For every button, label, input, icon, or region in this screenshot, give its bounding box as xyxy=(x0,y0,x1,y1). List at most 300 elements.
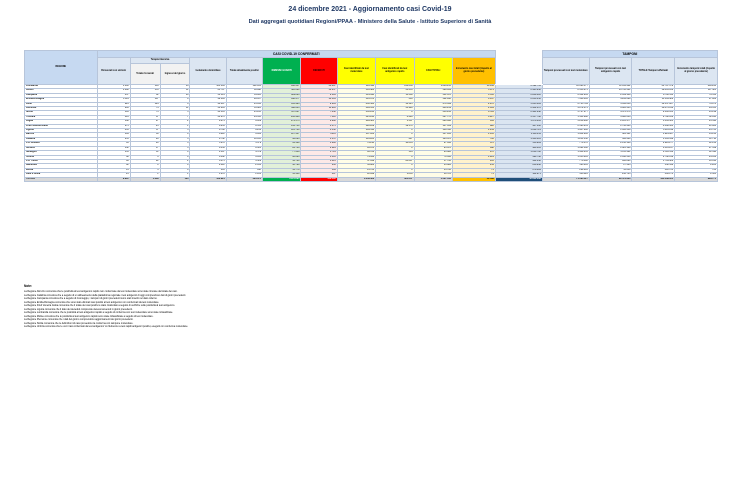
header-casi-antigenico: Casi identificati da test antigenico rapido xyxy=(376,58,414,85)
table-cell: 444.259 xyxy=(414,107,452,111)
table-cell: 23.747.379 xyxy=(632,85,675,89)
table-cell: 6 xyxy=(160,102,190,106)
table-cell: 3.557.768 xyxy=(495,115,542,119)
table-cell: 3.563 xyxy=(452,93,495,97)
table-cell: 1.048.255 xyxy=(414,85,452,89)
header-tamponi-molecolare: Tamponi processati con test molecolare xyxy=(542,58,589,85)
table-cell: 5.278 xyxy=(190,142,226,146)
table-cell: 153 xyxy=(130,89,160,93)
region-name-cell: Molise xyxy=(25,168,98,172)
note-line: La Regione Calabria comunica che a seguito di un allineamento della piattaforma regionale i test antigenici di oggi comprendono dati di giorni precedenti. xyxy=(24,293,187,297)
region-name-cell: Lazio xyxy=(25,102,98,106)
region-name-cell: Piemonte xyxy=(25,107,98,111)
table-cell: 6.834 xyxy=(226,133,262,137)
table-cell: 1.229 xyxy=(452,155,495,159)
table-cell: 65.747 xyxy=(190,89,226,93)
table-cell: 518 xyxy=(376,98,414,102)
table-cell: 83.782 xyxy=(337,151,375,155)
table-cell: 12.257 xyxy=(301,89,337,93)
table-cell: 321.246 xyxy=(337,115,375,119)
note-line: La Regione Umbria comunica che le voci 'casi confermati da test antigenico' si riferiscono a test rapidi antigenici positivi, eseguiti con conferma molecolare. xyxy=(24,325,189,328)
table-cell: 531.478 xyxy=(414,93,452,97)
table-cell: 520.684 xyxy=(262,89,300,93)
table-cell: 6.594.741 xyxy=(495,85,542,89)
table-cell: 490.742 xyxy=(495,155,542,159)
table-cell: 447 xyxy=(376,137,414,141)
table-cell: 96 xyxy=(97,159,130,163)
table-cell: 1.315.685 xyxy=(542,155,589,159)
header-guariti: DIMESSI/ GUARITI xyxy=(262,58,300,85)
table-cell: 23.870 xyxy=(190,115,226,119)
table-cell: 11 xyxy=(160,107,190,111)
table-cell: 74 xyxy=(130,107,160,111)
region-name-cell: Puglia xyxy=(25,120,98,124)
table-cell: 1.296 xyxy=(301,142,337,146)
table-cell: 3.471 xyxy=(190,159,226,163)
table-cell: 444.358 xyxy=(495,159,542,163)
region-name-cell: Basilicata xyxy=(25,164,98,168)
table-cell: 45.548 xyxy=(675,120,718,124)
table-cell: 2.123.477 xyxy=(589,120,632,124)
table-cell: 107 xyxy=(130,98,160,102)
table-cell: 8.760 xyxy=(190,129,226,133)
header-casi-molecolare: Casi identificati da test molecolare xyxy=(337,58,375,85)
table-cell: 8.792.032 xyxy=(632,115,675,119)
table-cell: 147.439 xyxy=(414,124,452,128)
total-cell: 62.573.224 xyxy=(589,177,632,181)
total-cell: 450.824 xyxy=(190,177,226,181)
table-cell: 6.612 xyxy=(190,133,226,137)
page-title: 24 dicembre 2021 - Aggiornamento casi Covid-19 xyxy=(288,6,452,13)
table-cell: 396.645 xyxy=(262,107,300,111)
region-name-cell: Campania xyxy=(25,93,98,97)
table-cell: 33.514 xyxy=(190,93,226,97)
table-cell: 17 xyxy=(130,146,160,150)
table-cell: 74 xyxy=(452,173,495,177)
table-cell: 1 xyxy=(130,173,160,177)
table-cell: 0 xyxy=(160,155,190,159)
table-cell: 136.659 xyxy=(376,85,414,89)
total-cell: 103 xyxy=(160,177,190,181)
table-cell: 8.305 xyxy=(226,146,262,150)
table-cell: 2.478 xyxy=(452,102,495,106)
table-cell: 1.463.359 xyxy=(589,129,632,133)
table-cell: 4.558 xyxy=(301,129,337,133)
table-cell: 104.971 xyxy=(495,173,542,177)
table-cell: 1.691.108 xyxy=(542,146,589,150)
table-cell: 34.003 xyxy=(226,93,262,97)
table-cell: 350.234 xyxy=(337,111,375,115)
table-cell: 2.921.648 xyxy=(495,111,542,115)
table-cell: 2.619.149 xyxy=(589,93,632,97)
table-cell: 1.836 xyxy=(376,173,414,177)
region-name-cell: Marche xyxy=(25,133,98,137)
table-cell: 101.383 xyxy=(190,85,226,89)
table-cell: 5.379 xyxy=(226,142,262,146)
table-cell: 36.453 xyxy=(376,89,414,93)
table-cell: 49.657 xyxy=(226,98,262,102)
table-cell: 2.629 xyxy=(301,146,337,150)
table-cell: 1.459 xyxy=(452,129,495,133)
region-name-cell: Veneto xyxy=(25,89,98,93)
note-line: La Regione Campania comunica che a seguito di riconteggio, i tamponi di giorni precedenti sono stati inseriti nel dato odierno. xyxy=(24,297,158,300)
table-cell: 823 xyxy=(97,102,130,106)
table-cell: 906 xyxy=(97,107,130,111)
table-cell: 12.337.807 xyxy=(632,102,675,106)
table-cell: 11.991 xyxy=(301,107,337,111)
table-cell: 137.182 xyxy=(414,133,452,137)
table-cell: 18.634 xyxy=(376,142,414,146)
table-cell: 2.595.231 xyxy=(542,124,589,128)
table-cell: 14.779 xyxy=(262,168,300,172)
table-cell: 10.616 xyxy=(675,159,718,163)
total-cell: 8.812 xyxy=(97,177,130,181)
table-cell: 32 xyxy=(130,93,160,97)
region-name-cell: Liguria xyxy=(25,129,98,133)
table-cell: 14.104 xyxy=(301,98,337,102)
table-cell: 3 xyxy=(160,146,190,150)
table-cell: 1.400 xyxy=(97,85,130,89)
table-cell: 317.667 xyxy=(262,111,300,115)
table-cell: 278.489 xyxy=(495,168,542,172)
table-cell: 1.764.386 xyxy=(632,159,675,163)
table-cell: 2.926.277 xyxy=(632,142,675,146)
table-cell: 418 xyxy=(226,168,262,172)
table-cell: 2.585.116 xyxy=(632,151,675,155)
table-cell: 2 xyxy=(160,120,190,124)
table-cell: 2.156.109 xyxy=(589,142,632,146)
table-cell: 327.770 xyxy=(414,115,452,119)
table-cell: 980.403 xyxy=(495,146,542,150)
table-cell: 0 xyxy=(160,168,190,172)
table-cell: 134.714 xyxy=(262,124,300,128)
table-cell: 139.516 xyxy=(337,129,375,133)
table-cell: 20.607 xyxy=(376,159,414,163)
table-cell: 470.649 xyxy=(414,102,452,106)
table-cell: 8.136.675 xyxy=(542,89,589,93)
table-cell: 2.425.238 xyxy=(495,89,542,93)
table-cell: 16 xyxy=(160,85,190,89)
table-cell: 34.467 xyxy=(301,85,337,89)
table-cell: 92.083 xyxy=(262,137,300,141)
table-cell: 104 xyxy=(376,151,414,155)
table-cell: 117.520 xyxy=(675,89,718,93)
table-cell: 3.316.237 xyxy=(632,146,675,150)
total-cell: 5.567.644 xyxy=(414,177,452,181)
table-cell: 2.303 xyxy=(675,173,718,177)
table-cell: 131 xyxy=(97,151,130,155)
table-cell: 6.803.343 xyxy=(589,107,632,111)
table-cell: 74 xyxy=(452,168,495,172)
table-cell: 519.690 xyxy=(337,93,375,97)
total-cell: 40.062.688 xyxy=(495,177,542,181)
table-cell: 389.351 xyxy=(337,107,375,111)
total-cell: 321.057 xyxy=(376,177,414,181)
table-cell: 1.625.129 xyxy=(589,146,632,150)
region-name-cell: Lombardia xyxy=(25,85,98,89)
table-cell: 163 xyxy=(130,85,160,89)
table-cell: 770.178 xyxy=(542,142,589,146)
table-cell: 66.998 xyxy=(226,89,262,93)
total-cell: 1.038 xyxy=(130,177,160,181)
table-cell: 4 xyxy=(160,133,190,137)
notes-list xyxy=(24,290,714,329)
table-cell: 2.056.352 xyxy=(495,98,542,102)
table-cell: 25 xyxy=(97,173,130,177)
table-cell: 47.902 xyxy=(675,98,718,102)
table-cell: 12.849 xyxy=(337,173,375,177)
table-cell: 1.116.454 xyxy=(495,133,542,137)
table-cell: 4.729 xyxy=(226,151,262,155)
header-ti-ingressi: Ingressi del giorno xyxy=(160,64,190,85)
table-cell: 1.676.463 xyxy=(495,120,542,124)
header-group-casi: CASI COVID-19 CONFERMATI xyxy=(97,51,495,58)
table-cell: 5 xyxy=(160,111,190,115)
table-cell: 1.078 xyxy=(190,173,226,177)
region-name-cell: Abruzzo xyxy=(25,146,98,150)
table-cell: 1.413 xyxy=(301,159,337,163)
table-cell: 0 xyxy=(130,164,160,168)
table-cell: 8.553 xyxy=(226,124,262,128)
table-cell: 54.928 xyxy=(376,107,414,111)
table-cell: 3.480.036 xyxy=(589,115,632,119)
table-cell: 6.428 xyxy=(376,115,414,119)
table-cell: 8.394 xyxy=(301,93,337,97)
note-line: La Regione Piemonte comunica che i dati del giorno comprendono aggiornamenti dei giorni precedenti. xyxy=(24,318,134,321)
table-cell: 8.782.113 xyxy=(632,93,675,97)
table-cell: 103.670 xyxy=(414,137,452,141)
table-cell: 1 xyxy=(160,124,190,128)
table-cell: 3 xyxy=(130,168,160,172)
table-cell: 457 xyxy=(97,93,130,97)
header-terapia-intensiva: Terapia intensiva xyxy=(130,58,190,64)
table-cell: 312.725 xyxy=(632,168,675,172)
table-cell: 27.503 xyxy=(589,164,632,168)
table-cell: 79.210 xyxy=(337,142,375,146)
table-cell: 42 xyxy=(97,164,130,168)
table-cell: 7 xyxy=(160,115,190,119)
total-cell: 134.168.351 xyxy=(632,177,675,181)
table-cell: 125.734 xyxy=(262,129,300,133)
table-cell: 2.412 xyxy=(190,164,226,168)
table-cell: 1.793.200 xyxy=(589,124,632,128)
table-cell: 11 xyxy=(160,89,190,93)
table-cell: 275 xyxy=(97,124,130,128)
table-cell: 4 xyxy=(160,151,190,155)
table-cell: 127.137 xyxy=(262,133,300,137)
table-cell: 30.798 xyxy=(262,164,300,168)
header-deceduti: DECEDUTI xyxy=(301,58,337,85)
region-name-cell: P.A. Bolzano xyxy=(25,142,98,146)
table-cell: 254 xyxy=(452,164,495,168)
table-cell: 2.284 xyxy=(675,164,718,168)
table-cell: 489.083 xyxy=(262,93,300,97)
table-cell: 1.306.316 xyxy=(495,137,542,141)
table-cell: 3.047 xyxy=(452,98,495,102)
table-cell: 2.311 xyxy=(452,111,495,115)
table-cell: 45.454 xyxy=(226,102,262,106)
table-cell: 24.652 xyxy=(675,155,718,159)
table-cell: 2.762.019 xyxy=(632,155,675,159)
table-cell: 81 xyxy=(97,142,130,146)
table-cell: 3 xyxy=(160,137,190,141)
table-cell: 43.199 xyxy=(675,111,718,115)
table-cell: 6 xyxy=(130,155,160,159)
table-cell: 21.924 xyxy=(675,124,718,128)
table-cell: 11.384.482 xyxy=(632,98,675,102)
table-cell: 24.353 xyxy=(226,115,262,119)
table-cell: 362.260 xyxy=(589,137,632,141)
table-cell: 3.727.277 xyxy=(542,111,589,115)
table-cell: 5 xyxy=(160,129,190,133)
table-cell: 1.567 xyxy=(376,120,414,124)
total-row xyxy=(25,177,718,181)
table-cell: 20 xyxy=(130,142,160,146)
table-cell: 0 xyxy=(376,168,414,172)
table-cell: 91.169 xyxy=(262,142,300,146)
table-cell: 37.099 xyxy=(337,159,375,163)
table-cell: 255 xyxy=(97,137,130,141)
table-cell: 532.546 xyxy=(632,164,675,168)
table-cell: 947.362 xyxy=(495,124,542,128)
note-line: La Regione Emilia-Romagna comunica che sono stati eliminati casi positivi al test antigenico non confermati da test molecolare. xyxy=(24,300,160,304)
table-cell: 5.045.484 xyxy=(495,102,542,106)
table-cell: 6.362 xyxy=(190,155,226,159)
table-cell: 4.072.473 xyxy=(542,107,589,111)
region-name-cell: Sardegna xyxy=(25,151,98,155)
table-cell: 0 xyxy=(376,133,414,137)
table-cell: 591 xyxy=(97,111,130,115)
table-cell: 0 xyxy=(376,146,414,150)
table-cell: 6.948 xyxy=(301,120,337,124)
table-cell: 1.098 xyxy=(97,89,130,93)
table-cell: 1 xyxy=(160,173,190,177)
table-cell: 16.044 xyxy=(452,85,495,89)
table-cell: 57.706 xyxy=(414,159,452,163)
total-cell: 460.674 xyxy=(226,177,262,181)
table-cell: 1.231.158 xyxy=(542,137,589,141)
table-cell: 2.952.478 xyxy=(495,107,542,111)
table-cell: 370 xyxy=(452,142,495,146)
table-cell: 4.609 xyxy=(452,107,495,111)
table-cell: 137.182 xyxy=(337,133,375,137)
table-cell: 8.253 xyxy=(190,124,226,128)
region-name-cell: Toscana xyxy=(25,115,98,119)
table-cell: 95.670 xyxy=(414,146,452,150)
table-cell: 19.170 xyxy=(376,124,414,128)
table-cell: 11.568 xyxy=(376,93,414,97)
header-tamponi-totale: TOTALE Tamponi effettuati xyxy=(632,58,675,85)
table-cell: 67 xyxy=(130,115,160,119)
table-cell: 74.632 xyxy=(337,155,375,159)
table-cell: 6.162.964 xyxy=(542,93,589,97)
table-cell: 102.951 xyxy=(226,85,262,89)
table-cell: 415.993 xyxy=(262,102,300,106)
region-name-cell: Umbria xyxy=(25,155,98,159)
table-cell: 910.417 xyxy=(262,85,300,89)
table-cell: 9.274 xyxy=(190,120,226,124)
notes-section xyxy=(24,284,714,329)
table-cell: 340.171 xyxy=(632,173,675,177)
note-line: La Regione Sicilia comunica che le definizioni di caso prevedono la conferma con tampone molecolare. xyxy=(24,321,134,325)
table-cell: 1.104 xyxy=(226,173,262,177)
total-cell: 5.246.582 xyxy=(337,177,375,181)
table-cell: 3.589 xyxy=(226,159,262,163)
table-cell: 77.438 xyxy=(262,151,300,155)
table-cell: 2 xyxy=(160,159,190,163)
table-cell: 0 xyxy=(376,129,414,133)
table-cell: 33.882 xyxy=(337,164,375,168)
table-cell: 48.393 xyxy=(190,98,226,102)
header-casi-totali: CASI TOTALI xyxy=(414,58,452,85)
note-line: La Regione Abruzzo comunica che le positività al test antigenico rapido non confermate da test molecolare sono state rimosse dal totale dei casi. xyxy=(24,290,178,293)
table-cell: 501.670 xyxy=(337,98,375,102)
header-ti-totale: Totale ricoverati xyxy=(130,64,160,85)
table-cell: 403 xyxy=(190,168,226,172)
table-cell: 1.218.792 xyxy=(495,151,542,155)
table-cell: 124 xyxy=(130,102,160,106)
table-cell: 139.516 xyxy=(414,129,452,133)
table-cell: 34.643 xyxy=(190,107,226,111)
table-cell: 4.587 xyxy=(190,151,226,155)
header-positivi: Totale attualmente positivi xyxy=(226,58,262,85)
page-subtitle: Dati aggregati quotidiani Regioni/PPAA - Ministero della Salute - Istituto Superiore di Sanità xyxy=(248,19,492,25)
table-cell: 2.454 xyxy=(226,164,262,168)
region-name-cell: P.A. Trento xyxy=(25,159,98,163)
table-cell: 18.843.036 xyxy=(632,89,675,93)
table-cell: 8.156 xyxy=(190,146,226,150)
table-cell: 168 xyxy=(97,120,130,124)
table-cell: 132 xyxy=(97,146,130,150)
table-cell: 52.095 xyxy=(675,115,718,119)
table-cell: 993.894 xyxy=(589,159,632,163)
table-cell: 74.632 xyxy=(414,155,452,159)
table-cell: 23.765 xyxy=(675,129,718,133)
table-cell: 7.518 xyxy=(301,115,337,119)
table-cell: 7.120.383 xyxy=(542,98,589,102)
total-cell: 71.595.127 xyxy=(542,177,589,181)
table-cell: 0 xyxy=(376,155,414,159)
table-cell: 27.549 xyxy=(675,146,718,150)
table-cell: 15.706 xyxy=(414,168,452,172)
header-group-tamponi: TAMPONI xyxy=(542,51,717,58)
table-cell: 595.043 xyxy=(542,164,589,168)
table-cell: 9.469 xyxy=(226,120,262,124)
table-cell: 10.706.361 xyxy=(589,89,632,93)
table-cell: 435 xyxy=(97,129,130,133)
table-cell: 416 xyxy=(97,115,130,119)
table-cell: 38 xyxy=(130,133,160,137)
table-cell: 4.264.099 xyxy=(589,98,632,102)
table-cell: 509 xyxy=(301,168,337,172)
table-cell: 0 xyxy=(376,111,414,115)
table-cell: 15.706 xyxy=(337,168,375,172)
table-cell: 33.882 xyxy=(414,164,452,168)
table-cell: 13.050 xyxy=(589,168,632,172)
table-cell: 14.134 xyxy=(675,133,718,137)
table-cell: 290.992 xyxy=(414,120,452,124)
header-tamponi-incremento: Incremento tamponi totali (rispetto al giorno precedente) xyxy=(675,58,718,85)
table-cell: 22 xyxy=(130,159,160,163)
table-cell: 103.223 xyxy=(337,137,375,141)
table-body xyxy=(25,85,718,182)
table-cell: 44.407 xyxy=(190,102,226,106)
table-cell: 502.188 xyxy=(414,98,452,102)
table-cell: 599.939 xyxy=(414,89,452,93)
table-cell: 11 xyxy=(130,151,160,155)
note-line: La Regione Friuli Venezia Giulia comunica che il totale dei casi positivi è stato ricalcolato a seguito di verifiche sulle positività al test antigenico. xyxy=(24,304,175,307)
table-cell: 123.426 xyxy=(542,173,589,177)
